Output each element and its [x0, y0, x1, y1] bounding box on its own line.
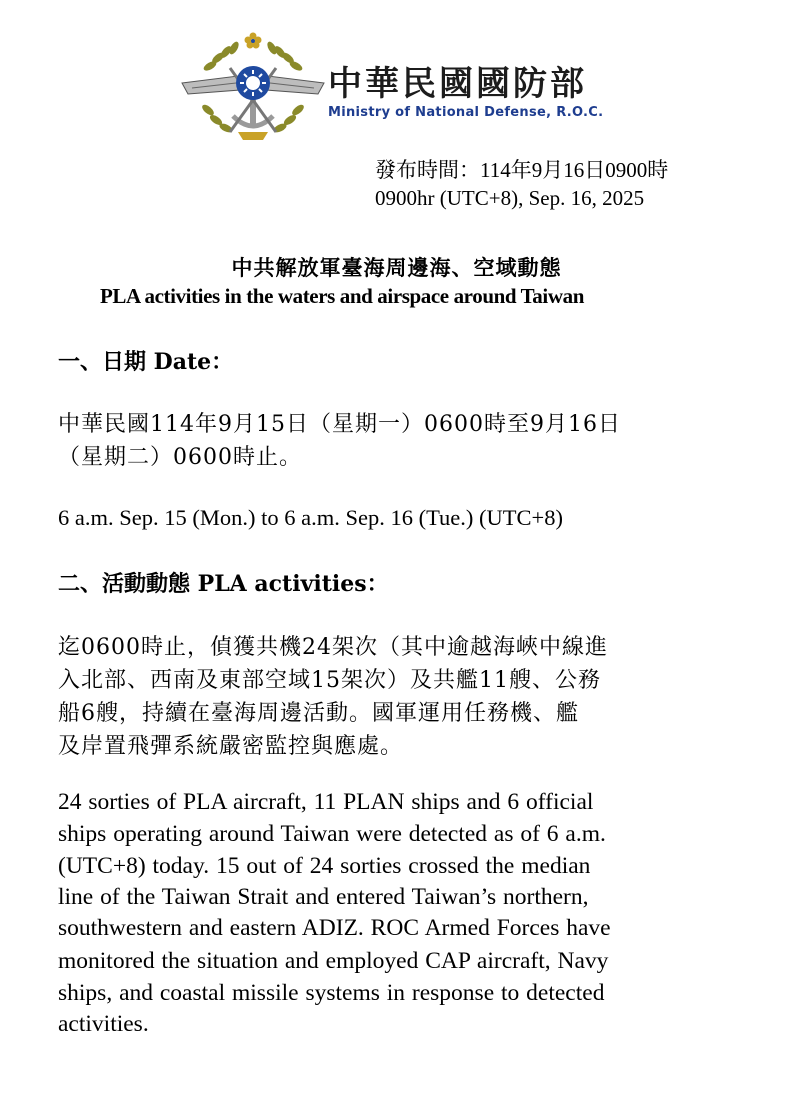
activities-text-zh-line: 船6艘，持續在臺海周邊活動。國軍運用任務機、艦 [58, 701, 579, 726]
activities-text-en-line: monitored the situation and employed CAP aircraft, Navy [58, 948, 609, 974]
activities-text-en-line: ships, and coastal missile systems in response to detected [58, 980, 605, 1006]
activities-text-en-line: southwestern and eastern ADIZ. ROC Armed Forces have [58, 915, 611, 941]
release-time-en: 0900hr (UTC+8), Sep. 16, 2025 [375, 186, 645, 210]
date-text-zh-line: （星期二）0600時止。 [58, 445, 302, 470]
activities-text-zh-line: 及岸置飛彈系統嚴密監控與應處。 [58, 734, 404, 759]
activities-text-en-line: activities. [58, 1011, 149, 1037]
activities-text-zh-line: 迄0600時止，偵獲共機24架次（其中逾越海峽中線進 [58, 635, 608, 660]
activities-text-zh-line: 入北部、西南及東部空域15架次）及共艦11艘、公務 [58, 668, 601, 693]
org-name-zh: 中華民國國防部 [328, 64, 587, 104]
org-name-en: Ministry of National Defense, R.O.C. [328, 105, 604, 120]
activities-text-en-line: line of the Taiwan Strait and entered Taiwan’s northern, [58, 884, 589, 910]
document-title-zh: 中共解放軍臺海周邊海、空域動態 [231, 255, 562, 280]
activities-text-en-line: ships operating around Taiwan were detected as of 6 a.m. [58, 821, 606, 847]
document-title-en: PLA activities in the waters and airspace around Taiwan [100, 284, 584, 308]
date-text-en: 6 a.m. Sep. 15 (Mon.) to 6 a.m. Sep. 16 (Tue.) (UTC+8) [58, 505, 563, 530]
section-heading-date: 一、日期 Date： [58, 349, 234, 375]
section-heading-activities: 二、活動動態 PLA activities： [58, 571, 389, 597]
mnd-emblem-icon [178, 28, 328, 146]
activities-text-en-line: 24 sorties of PLA aircraft, 11 PLAN ships and 6 official [58, 789, 594, 815]
release-time-zh: 發布時間：114年9月16日0900時 [375, 158, 669, 182]
date-text-zh-line: 中華民國114年9月15日（星期一）0600時至9月16日 [58, 412, 621, 437]
activities-text-en-line: (UTC+8) today. 15 out of 24 sorties crossed the median [58, 853, 591, 879]
